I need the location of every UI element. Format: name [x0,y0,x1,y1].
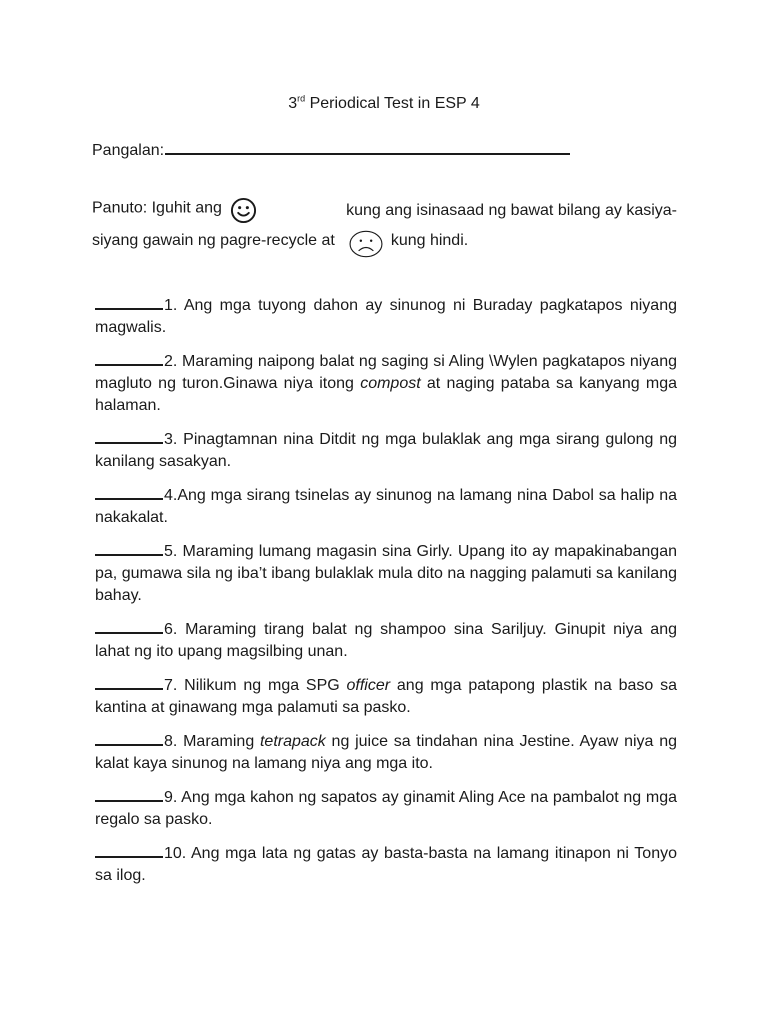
question-text: 9. Ang mga kahon ng sapatos ay ginamit Aling Ace na pambalot ng mga regalo sa pasko. [95,789,677,828]
title-number: 3 [288,95,298,112]
answer-blank[interactable] [95,352,163,366]
answer-blank[interactable] [95,486,163,500]
question-text-emphasis: officer [346,677,391,694]
answer-blank[interactable] [95,844,163,858]
question-text: 3. Pinagtamnan nina Ditdit ng mga bulaklak ang mga sirang gulong ng kanilang sasakyan. [95,431,677,470]
instructions-text-3: siyang gawain ng pagre-recycle at [92,232,335,249]
question-text [95,677,677,716]
question-text: 10. Ang mga lata ng gatas ay basta-basta na lamang itinapon ni Tonyo sa ilog. [95,845,677,884]
question-item-5 [95,541,677,607]
question-text: 4.Ang mga sirang tsinelas ay sinunog na lamang nina Dabol sa halip na nakakalat. [95,487,677,526]
question-item-6 [95,619,677,663]
question-text: 1. Ang mga tuyong dahon ay sinunog ni Buraday pagkatapos niyang magwalis. [95,297,677,336]
sad-face-icon [347,229,385,259]
question-text [95,733,677,772]
question-item-10 [95,843,677,887]
instructions-line-1 [92,195,677,222]
name-label: Pangalan: [92,142,165,159]
instructions-line-2 [92,222,677,252]
question-text-emphasis: tetrapack [259,733,326,750]
instructions-text-2: kung ang isinasaad ng bawat bilang ay kasiya- [346,202,677,219]
question-text-part: ang mga patapong plastik na baso sa kantina at ginawang mga palamuti sa pasko. [95,677,677,716]
answer-blank[interactable] [95,296,163,310]
answer-blank[interactable] [95,542,163,556]
question-item-9 [95,787,677,831]
question-item-2 [95,351,677,417]
question-text-part: 8. Maraming [164,733,260,750]
question-item-8 [95,731,677,775]
answer-blank[interactable] [95,788,163,802]
answer-blank[interactable] [95,430,163,444]
question-item-7 [95,675,677,719]
question-text [95,353,677,414]
question-item-1 [95,295,677,339]
question-text: 5. Maraming lumang magasin sina Girly. Upang ito ay mapakinabangan pa, gumawa sila ng iba’t ibang bulaklak mula dito na nagging palamuti sa kanilang bahay. [95,543,677,604]
question-text-part: at naging pataba sa kanyang mga halaman. [95,375,678,414]
answer-blank[interactable] [95,732,163,746]
question-text-emphasis: compost [360,375,421,392]
question-text-part: 7. Nilikum ng mga SPG [164,677,347,694]
question-item-3 [95,429,677,473]
question-text: 6. Maraming tirang balat ng shampoo sina Sariljuy. Ginupit niya ang lahat ng ito upang magsilbing unan. [95,621,677,660]
smiley-face-icon [230,197,257,224]
question-list [95,295,677,899]
instructions-text-1: Panuto: Iguhit ang [92,199,222,217]
instructions-text-4: kung hindi. [390,232,469,249]
title-text: Periodical Test in ESP 4 [305,95,480,112]
instructions-part-1 [92,195,261,222]
page-title [0,95,768,113]
answer-blank[interactable] [95,676,163,690]
instructions [92,195,677,252]
name-field-row [92,139,592,160]
question-text-part: 2. Maraming naipong balat ng saging si Aling \Wylen pagkatapos niyang magluto ng turon.Ginawa niya itong [95,353,677,392]
question-text-part: ng juice sa tindahan nina Jestine. Ayaw niya ng kalat kaya sinunog na lamang niya ang mga ito. [95,733,677,772]
name-blank-line[interactable] [165,139,570,155]
answer-blank[interactable] [95,620,163,634]
question-item-4 [95,485,677,529]
title-ordinal-suffix: rd [297,93,306,104]
